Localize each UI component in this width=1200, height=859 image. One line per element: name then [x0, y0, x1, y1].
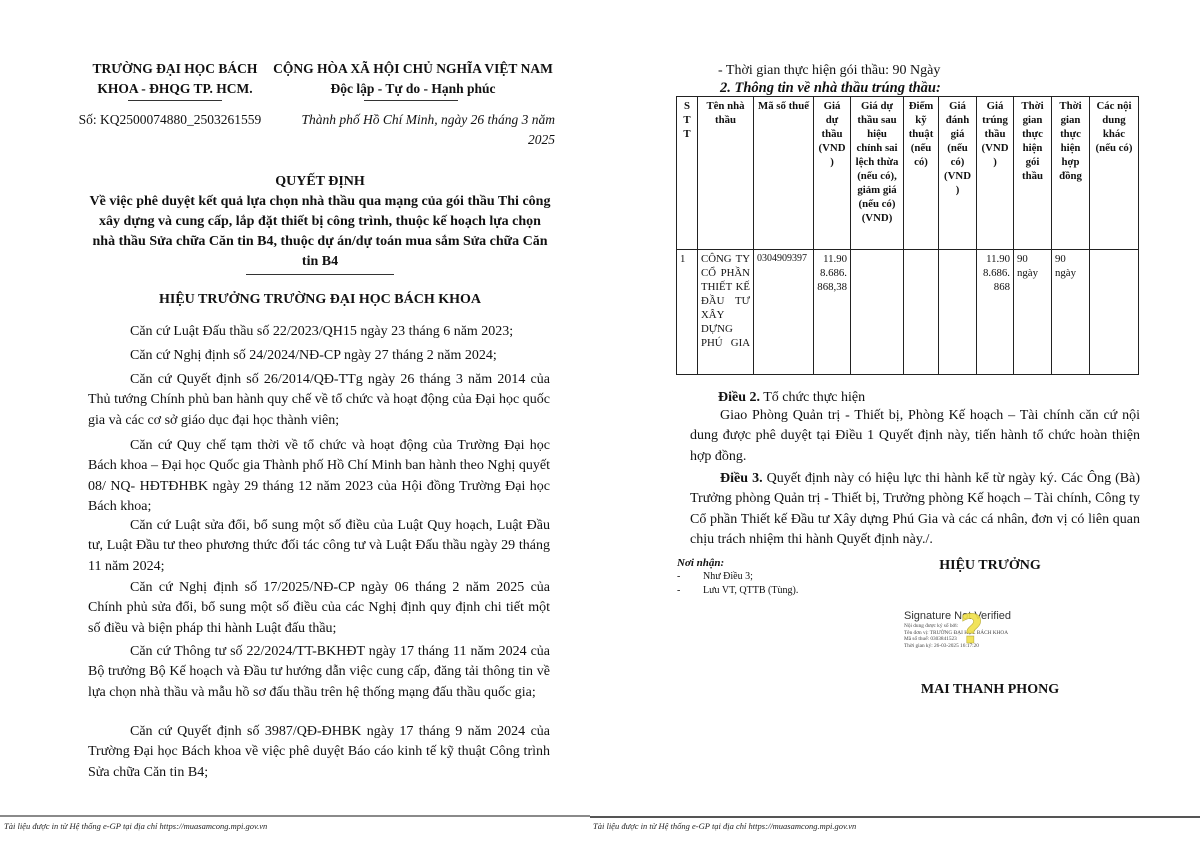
recipient-item-text: Lưu VT, QTTB (Tùng).: [703, 585, 799, 596]
national-motto-line: Độc lập - Tự do - Hạnh phúc: [330, 81, 496, 96]
digital-signature-stamp[interactable]: [904, 607, 1054, 660]
col-header-contract-duration: Thời gian thực hiện hợp đồng: [1052, 97, 1090, 250]
place-date: [272, 110, 555, 150]
col-header-bid-price: Giá dự thầu (VND ): [814, 97, 851, 250]
article-3-body: Quyết định này có hiệu lực thi hành kể từ ngày ký. Các Ông (Bà) Trưởng phòng Quản trị - Thiết bị, Trưởng phòng Kế hoạch – Tài chính, Công ty Cổ phần Thiết kế Đầu tư Xây dựng Phú Gia và các cá nhân, đơn vị có liên quan chịu trách nhiệm thi hành Quyết định này./.: [690, 471, 1141, 547]
recipient-item: - Như Điều 3;: [677, 571, 753, 582]
recipient-item: - Lưu VT, QTTB (Tùng).: [677, 585, 799, 596]
col-header-stt: S T T: [677, 97, 698, 250]
col-header-tax-code: Mã số thuế: [754, 97, 814, 250]
col-header-technical-score: Điểm kỹ thuật (nếu có): [904, 97, 939, 250]
cell-evaluated-price: [939, 250, 977, 375]
package-duration: - Thời gian thực hiện gói thầu: 90 Ngày: [718, 63, 941, 78]
signature-detail: Nội dung được ký số bởi:: [904, 623, 959, 629]
cell-adjusted-price: [851, 250, 904, 375]
legal-basis-6: Căn cứ Nghị định số 17/2025/NĐ-CP ngày 06 tháng 2 năm 2025 của Chính phủ sửa đổi, bổ sung một số điều của các Nghị định quy định chi tiết một số điều và biện pháp thi hành Luật đấu thầu;: [88, 580, 550, 636]
article-3: [690, 469, 1140, 550]
cell-technical-score: [904, 250, 939, 375]
issuer-name: [80, 59, 270, 99]
national-motto: [272, 59, 554, 99]
col-header-adjusted-price: Giá dự thầu sau hiệu chỉnh sai lệch thừa (nếu có), giảm giá (nếu có) (VND): [851, 97, 904, 250]
decision-subject: Về việc phê duyệt kết quả lựa chọn nhà thầu qua mạng của gói thầu Thi công xây dựng và cung cấp, lắp đặt thiết bị công trình, thuộc kế hoạch lựa chọn nhà thầu Sửa chữa Căn tin B4, thuộc dự án/dự toán mua sắm Sửa chữa Căn tin B4: [89, 194, 551, 269]
legal-basis-3: Căn cứ Quyết định số 26/2014/QĐ-TTg ngày 26 tháng 3 năm 2014 của Thủ tướng Chính phủ ban hành quy chế về tổ chức và hoạt động của Đại học quốc gia và các cơ sở giáo dục đại học thành viên;: [88, 372, 550, 428]
legal-basis-7: Căn cứ Thông tư số 22/2024/TT-BKHĐT ngày 17 tháng 11 năm 2024 của Bộ trưởng Bộ Kế hoạch và Đầu tư hướng dẫn việc cung cấp, đăng tải thông tin về lựa chọn nhà thầu và mẫu hồ sơ đấu thầu trên hệ thống mạng đấu thầu quốc gia;: [88, 644, 550, 700]
col-header-winning-price: Giá trúng thầu (VND ): [977, 97, 1014, 250]
signer-name: MAI THANH PHONG: [920, 682, 1060, 697]
legal-basis-4: Căn cứ Quy chế tạm thời về tổ chức và hoạt động của Trường Đại học Bách khoa – Đại học Quốc gia Thành phố Hồ Chí Minh ban hành theo Nghị quyết 08/ NQ- HĐTĐHBK ngày 29 tháng 12 năm 2023 của Hội đồng Trường Đại học Bách khoa;: [88, 438, 550, 514]
winner-section-title: 2. Thông tin về nhà thầu trúng thầu:: [720, 80, 941, 96]
cell-bid-price: 11.908.686.868,38: [814, 250, 851, 375]
article-3-label: Điều 3.: [720, 471, 763, 486]
col-header-evaluated-price: Giá đánh giá (nếu có) (VND ): [939, 97, 977, 250]
cell-tax-code: 0304909397: [754, 250, 814, 375]
signature-status: Signature Not Verified: [904, 610, 1012, 622]
cell-contract-duration: 90 ngày: [1052, 250, 1090, 375]
article-2-body: Giao Phòng Quản trị - Thiết bị, Phòng Kế hoạch – Tài chính căn cứ nội dung được phê duyệt tại Điều 1 Quyết định này, tiến hành tổ chức hoàn thiện hợp đồng.: [690, 408, 1140, 464]
signature-detail: Tên đơn vị: TRƯỜNG ĐẠI HỌC BÁCH KHOA: [904, 629, 1009, 636]
table-row: [677, 250, 1139, 375]
issuer-line-1: TRƯỜNG ĐẠI HỌC BÁCH: [92, 61, 258, 76]
authority-title: HIỆU TRƯỞNG TRƯỜNG ĐẠI HỌC BÁCH KHOA: [158, 292, 482, 307]
cell-other: [1090, 250, 1139, 375]
cell-bidder-name: CÔNG TY CỔ PHẦN THIẾT KẾ ĐẦU TƯ XÂY DỰNG PHÚ GIA: [698, 250, 754, 375]
col-header-bidder-name: Tên nhà thầu: [698, 97, 754, 250]
legal-basis-8: Căn cứ Quyết định số 3987/QĐ-ĐHBK ngày 17 tháng 9 năm 2024 của Trường Đại học Bách khoa về việc phê duyệt Báo cáo kinh tế kỹ thuật Công trình Sửa chữa Căn tin B4;: [88, 724, 550, 780]
recipients-block: [677, 556, 798, 598]
motto-divider: [364, 100, 458, 101]
issuer-line-2: KHOA - ĐHQG TP. HCM.: [97, 81, 253, 96]
signature-detail: Mã số thuế: 0303841523: [904, 636, 957, 642]
footer-divider-right: [590, 816, 1200, 818]
col-header-other: Các nội dung khác (nếu có): [1090, 97, 1139, 250]
footer-divider-left: [0, 815, 590, 817]
footer-note-left: Tài liệu được in từ Hệ thống e-GP tại địa chỉ https://muasamcong.mpi.gov.vn: [4, 821, 268, 831]
legal-basis-1: Căn cứ Luật Đấu thầu số 22/2023/QH15 ngày 23 tháng 6 năm 2023;: [130, 324, 514, 339]
table-header-row: [677, 97, 1139, 250]
legal-basis-5: Căn cứ Luật sửa đổi, bổ sung một số điều của Luật Quy hoạch, Luật Đầu tư, Luật Đầu tư theo phương thức đối tác công tư và Luật Đấu thầu ngày 29 tháng 11 năm 2024;: [88, 518, 550, 574]
subject-divider: [246, 274, 394, 275]
place-date-line-2: 2025: [528, 132, 555, 147]
signature-title: HIỆU TRƯỞNG: [939, 558, 1041, 573]
article-2-title: Tổ chức thực hiện: [760, 390, 866, 405]
signature-detail: Thời gian ký: 26-03-2025 16:17:20: [904, 642, 979, 649]
article-2-heading: [718, 388, 865, 408]
recipients-list: [677, 570, 798, 598]
place-date-line-1: Thành phố Hồ Chí Minh, ngày 26 tháng 3 năm: [301, 112, 555, 127]
legal-basis-2: Căn cứ Nghị định số 24/2024/NĐ-CP ngày 27 tháng 2 năm 2024;: [130, 348, 497, 363]
article-2-label: Điều 2.: [718, 390, 760, 405]
recipient-item-text: Như Điều 3;: [703, 571, 753, 582]
cell-winning-price: 11.908.686.868: [977, 250, 1014, 375]
footer-note-right: Tài liệu được in từ Hệ thống e-GP tại địa chỉ https://muasamcong.mpi.gov.vn: [593, 821, 857, 831]
cell-package-duration: 90 ngày: [1014, 250, 1052, 375]
issuer-divider: [128, 100, 222, 101]
decision-title: QUYẾT ĐỊNH: [275, 174, 365, 189]
document-number: Số: KQ2500074880_2503261559: [78, 112, 262, 127]
question-mark-icon: ?: [960, 607, 984, 653]
cell-stt: 1: [677, 250, 698, 375]
national-name: CỘNG HÒA XÃ HỘI CHỦ NGHĨA VIỆT NAM: [273, 61, 553, 76]
recipients-title: Nơi nhận:: [677, 557, 725, 569]
winning-bidder-table: [676, 96, 1139, 375]
col-header-package-duration: Thời gian thực hiện gói thầu: [1014, 97, 1052, 250]
